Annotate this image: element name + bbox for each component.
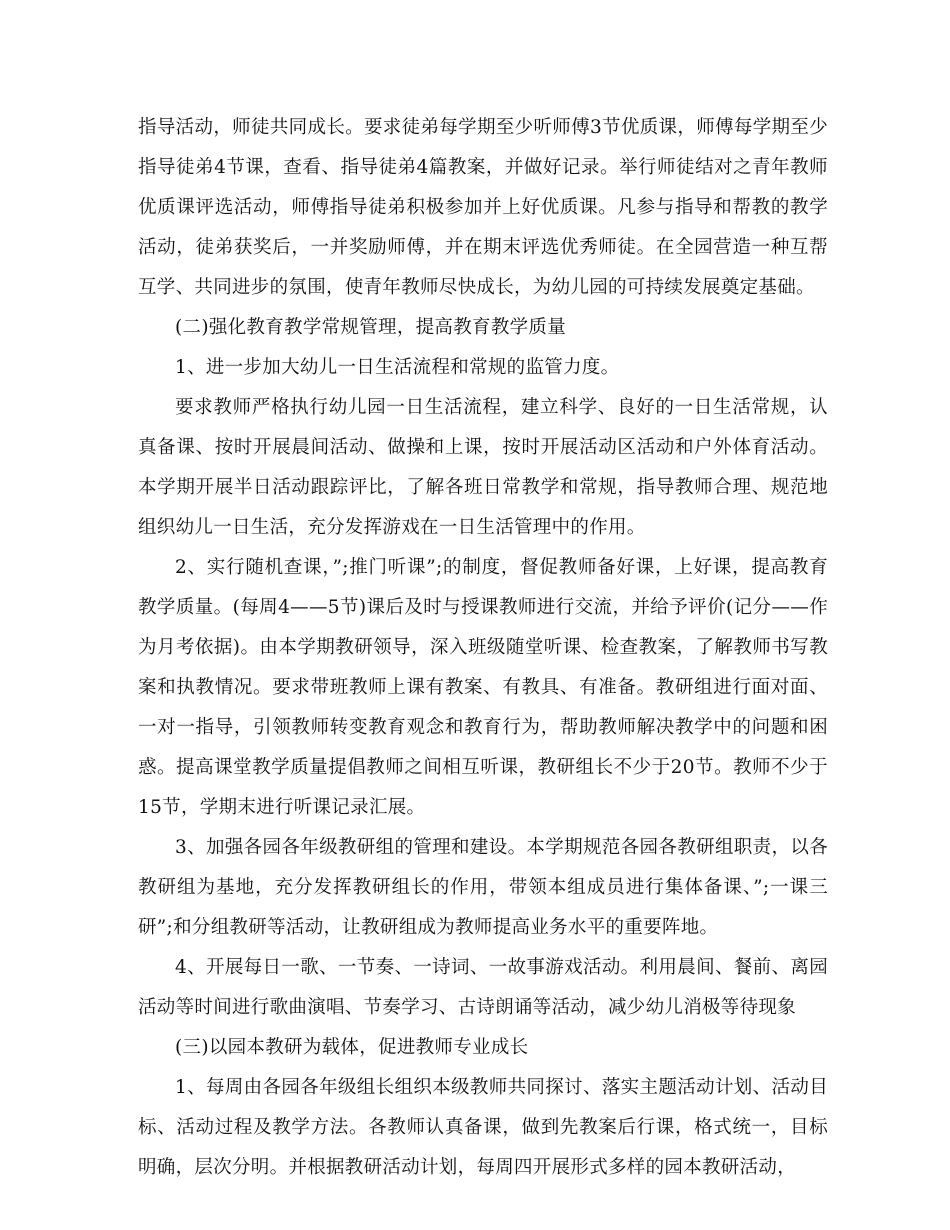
section-heading-2: (二)强化教育教学常规管理，提高教育教学质量 [175,317,567,338]
document-body [138,108,828,1188]
paragraph-6: 3、加强各园各年级教研组的管理和建设。本学期规范各园各教研组职责，以各教研组为基地，充分发挥教研组长的作用，带领本组成员进行集体备课、”;一课三研”;和分组教研等活动，让教研组成为教师提高业务水平的重要阵地。 [138,837,828,938]
section-heading-3: (三)以园本教研为载体，促进教师专业成长 [175,1037,529,1058]
paragraph-4: 要求教师严格执行幼儿园一日生活流程，建立科学、良好的一日生活常规，认真备课、按时开展晨间活动、做操和上课，按时开展活动区活动和户外体育活动。本学期开展半日活动跟踪评比，了解各班日常教学和常规，指导教师合理、规范地组织幼儿一日生活，充分发挥游戏在一日生活管理中的作用。 [138,397,828,538]
paragraph-7: 4、开展每日一歌、一节奏、一诗词、一故事游戏活动。利用晨间、餐前、离园活动等时间进行歌曲演唱、节奏学习、古诗朗诵等活动，减少幼儿消极等待现象 [138,957,828,1018]
paragraph-3: 1、进一步加大幼儿一日生活流程和常规的监管力度。 [175,357,620,378]
paragraph-9: 1、每周由各园各年级组长组织本级教师共同探讨、落实主题活动计划、活动目标、活动过程及教学方法。各教师认真备课，做到先教案后行课，格式统一，目标明确，层次分明。并根据教研活动计划，每周四开展形式多样的园本教研活动， [138,1077,828,1178]
paragraph-5: 2、实行随机查课，”;推门听课”;的制度，督促教师备好课，上好课，提高教育教学质量。(每周4——5节)课后及时与授课教师进行交流，并给予评价(记分——作为月考依据)。由本学期教研领导，深入班级随堂听课、检查教案，了解教师书写教案和执教情况。要求带班教师上课有教案、有教具、有准备。教研组进行面对面、一对一指导，引领教师转变教育观念和教育行为，帮助教师解决教学中的问题和困惑。提高课堂教学质量提倡教师之间相互听课，教研组长不少于20节。教师不少于15节，学期末进行听课记录汇展。 [138,557,828,818]
paragraph-1: 指导活动，师徒共同成长。要求徒弟每学期至少听师傅3节优质课，师傅每学期至少指导徒弟4节课，查看、指导徒弟4篇教案，并做好记录。举行师徒结对之青年教师优质课评选活动，师傅指导徒弟积极参加并上好优质课。凡参与指导和帮教的教学活动，徒弟获奖后，一并奖励师傅，并在期末评选优秀师徒。在全园营造一种互帮互学、共同进步的氛围，使青年教师尽快成长，为幼儿园的可持续发展奠定基础。 [138,117,828,298]
